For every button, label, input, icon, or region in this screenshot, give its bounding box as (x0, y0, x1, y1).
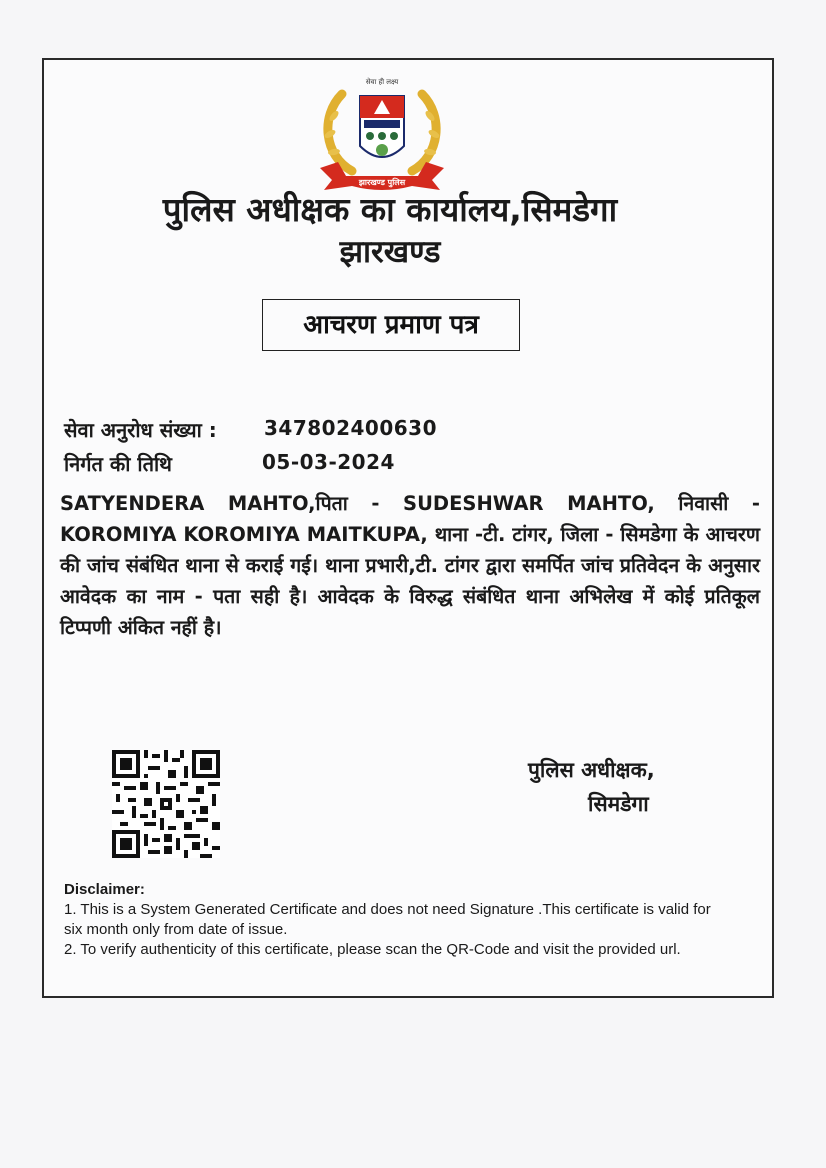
issue-date-row (64, 450, 395, 477)
certificate-title: आचरण प्रमाण पत्र (262, 299, 520, 351)
office-state: झारखण्ड (339, 234, 441, 270)
disclaimer-section (64, 880, 714, 960)
emblem-ribbon-text: झारखण्ड पुलिस (358, 178, 406, 187)
signatory-title: पुलिस अधीक्षक, (528, 758, 655, 782)
qr-code-icon[interactable] (112, 750, 220, 858)
disclaimer-heading: Disclaimer: (64, 881, 145, 898)
office-title: पुलिस अधीक्षक का कार्यालय,सिमडेगा (162, 190, 618, 229)
request-number-row (64, 416, 437, 443)
signatory-district: सिमडेगा (588, 792, 649, 816)
emblem-motto: सेवा ही लक्ष्य (365, 78, 399, 86)
disclaimer-item-1: 1. This is a System Generated Certificate and does not need Signature .This certificate is valid for six month only from date of issue. (64, 901, 711, 938)
request-number-value: 347802400630 (264, 416, 437, 440)
issue-date-value: 05-03-2024 (262, 450, 395, 474)
certificate-body: SATYENDERA MAHTO,पिता - SUDESHWAR MAHTO, निवासी - KOROMIYA KOROMIYA MAITKUPA, थाना -टी. टांगर, जिला - सिमडेगा के आचरण की जांच संबंधित थाना से कराई गई। थाना प्रभारी,टी. टांगर द्वारा समर्पित जांच प्रतिवेदन के अनुसार आवेदक का नाम - पता सही है। आवेदक के विरुद्ध संबंधित थाना अभिलेख में कोई प्रतिकूल टिप्पणी अंकित नहीं है। (60, 492, 760, 639)
issue-date-label: निर्गत की तिथि (64, 452, 172, 476)
disclaimer-item-2: 2. To verify authenticity of this certificate, please scan the QR-Code and visit the provided url. (64, 941, 681, 958)
request-number-label: सेवा अनुरोध संख्या : (64, 418, 217, 442)
